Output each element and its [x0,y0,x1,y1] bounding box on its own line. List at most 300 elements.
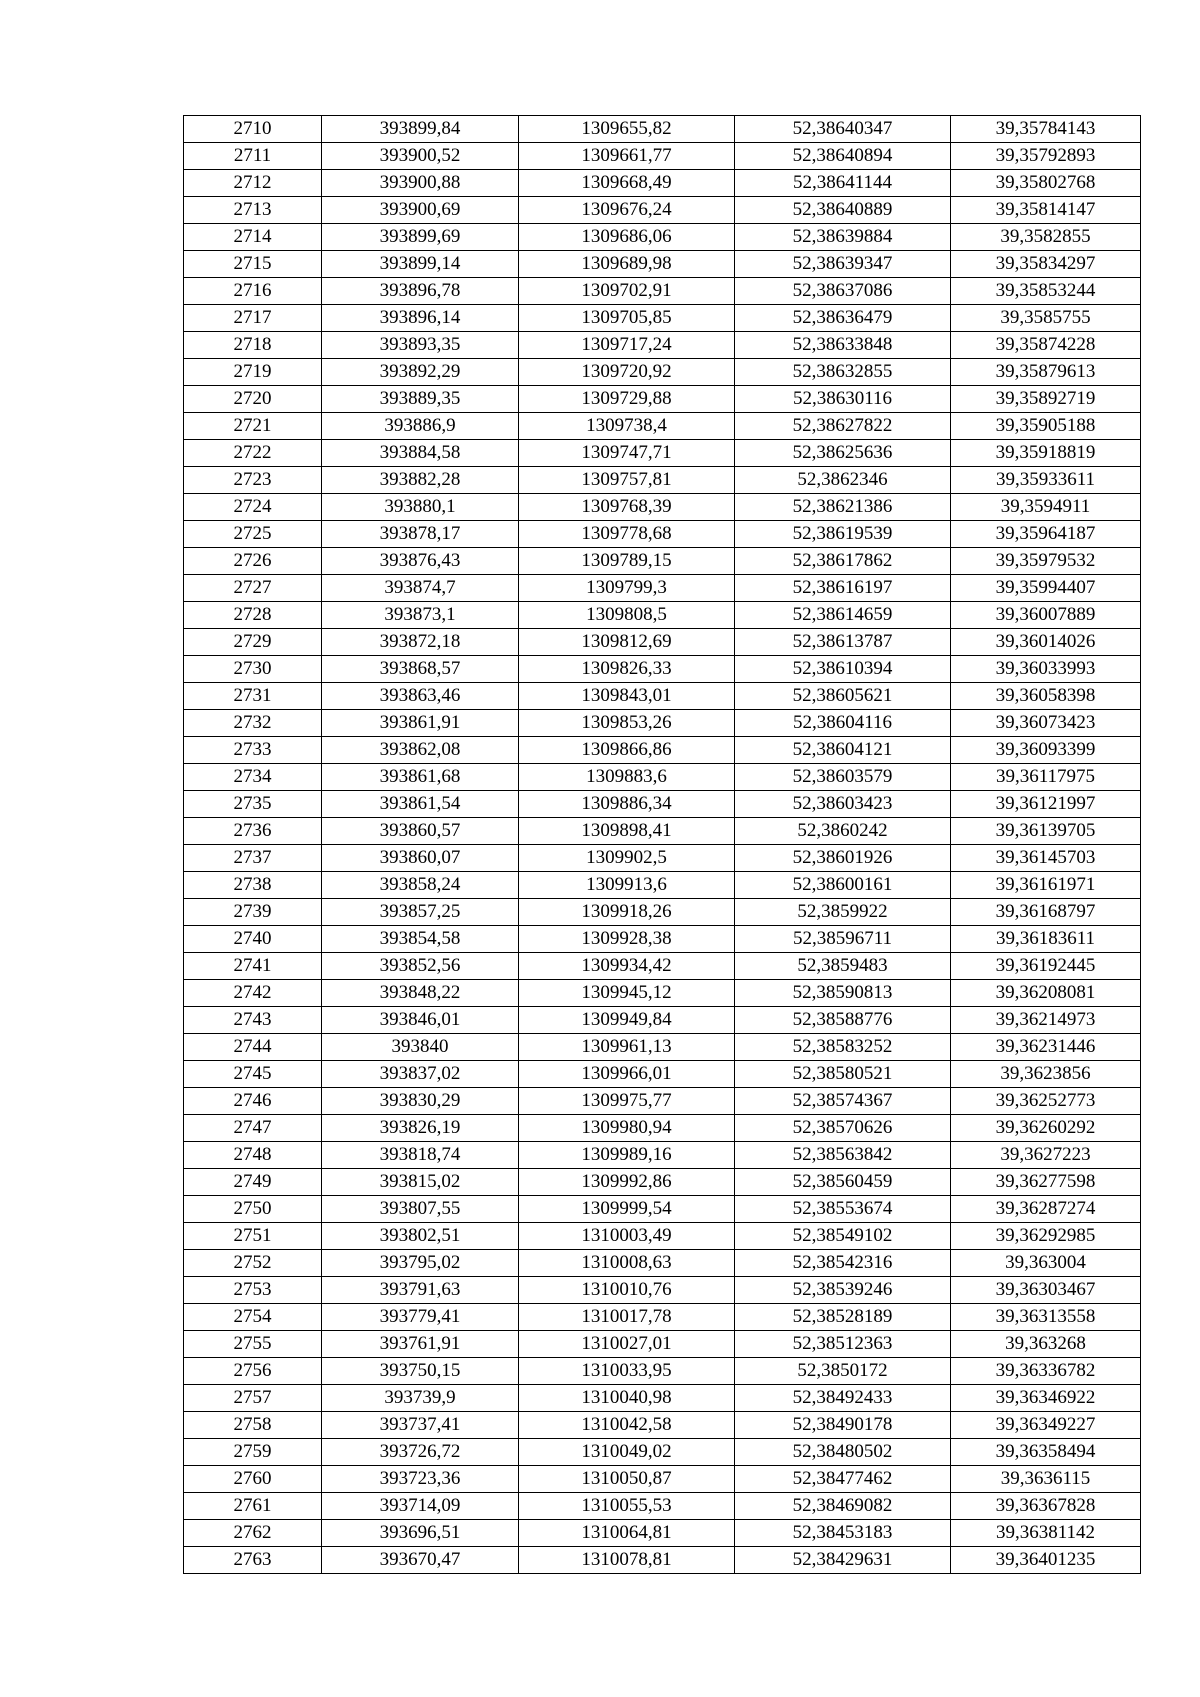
y-coordinate-cell: 1309918,26 [519,899,735,926]
latitude-cell: 52,38640894 [735,143,951,170]
point-number-cell: 2720 [184,386,322,413]
longitude-cell: 39,36287274 [951,1196,1141,1223]
y-coordinate-cell: 1310027,01 [519,1331,735,1358]
longitude-cell: 39,36292985 [951,1223,1141,1250]
point-number-cell: 2749 [184,1169,322,1196]
latitude-cell: 52,38632855 [735,359,951,386]
table-row [184,1439,1141,1466]
table-row [184,440,1141,467]
table-row [184,1115,1141,1142]
point-number-cell: 2732 [184,710,322,737]
longitude-cell: 39,36093399 [951,737,1141,764]
longitude-cell: 39,36214973 [951,1007,1141,1034]
point-number-cell: 2726 [184,548,322,575]
y-coordinate-cell: 1309961,13 [519,1034,735,1061]
table-row [184,1142,1141,1169]
x-coordinate-cell: 393818,74 [322,1142,519,1169]
latitude-cell: 52,38614659 [735,602,951,629]
table-row [184,359,1141,386]
y-coordinate-cell: 1309999,54 [519,1196,735,1223]
y-coordinate-cell: 1309945,12 [519,980,735,1007]
point-number-cell: 2718 [184,332,322,359]
longitude-cell: 39,3594911 [951,494,1141,521]
coordinates-table [183,115,1141,1574]
point-number-cell: 2714 [184,224,322,251]
table-row [184,1493,1141,1520]
latitude-cell: 52,38627822 [735,413,951,440]
coordinates-table-body [184,116,1141,1574]
x-coordinate-cell: 393899,84 [322,116,519,143]
x-coordinate-cell: 393714,09 [322,1493,519,1520]
longitude-cell: 39,36145703 [951,845,1141,872]
latitude-cell: 52,38639884 [735,224,951,251]
x-coordinate-cell: 393886,9 [322,413,519,440]
latitude-cell: 52,38604121 [735,737,951,764]
latitude-cell: 52,38619539 [735,521,951,548]
longitude-cell: 39,35918819 [951,440,1141,467]
latitude-cell: 52,3862346 [735,467,951,494]
table-row [184,494,1141,521]
latitude-cell: 52,38600161 [735,872,951,899]
latitude-cell: 52,38596711 [735,926,951,953]
point-number-cell: 2738 [184,872,322,899]
point-number-cell: 2750 [184,1196,322,1223]
table-row [184,1385,1141,1412]
x-coordinate-cell: 393889,35 [322,386,519,413]
longitude-cell: 39,35784143 [951,116,1141,143]
y-coordinate-cell: 1309661,77 [519,143,735,170]
point-number-cell: 2721 [184,413,322,440]
point-number-cell: 2722 [184,440,322,467]
point-number-cell: 2729 [184,629,322,656]
longitude-cell: 39,35964187 [951,521,1141,548]
x-coordinate-cell: 393884,58 [322,440,519,467]
x-coordinate-cell: 393874,7 [322,575,519,602]
longitude-cell: 39,35792893 [951,143,1141,170]
y-coordinate-cell: 1309812,69 [519,629,735,656]
longitude-cell: 39,35979532 [951,548,1141,575]
x-coordinate-cell: 393857,25 [322,899,519,926]
longitude-cell: 39,36252773 [951,1088,1141,1115]
latitude-cell: 52,38539246 [735,1277,951,1304]
x-coordinate-cell: 393858,24 [322,872,519,899]
x-coordinate-cell: 393882,28 [322,467,519,494]
point-number-cell: 2743 [184,1007,322,1034]
y-coordinate-cell: 1310064,81 [519,1520,735,1547]
latitude-cell: 52,38574367 [735,1088,951,1115]
x-coordinate-cell: 393860,07 [322,845,519,872]
point-number-cell: 2735 [184,791,322,818]
latitude-cell: 52,38453183 [735,1520,951,1547]
longitude-cell: 39,363004 [951,1250,1141,1277]
point-number-cell: 2755 [184,1331,322,1358]
x-coordinate-cell: 393761,91 [322,1331,519,1358]
y-coordinate-cell: 1309789,15 [519,548,735,575]
table-row [184,1304,1141,1331]
table-row [184,872,1141,899]
longitude-cell: 39,36367828 [951,1493,1141,1520]
x-coordinate-cell: 393863,46 [322,683,519,710]
table-row [184,926,1141,953]
x-coordinate-cell: 393899,14 [322,251,519,278]
latitude-cell: 52,3860242 [735,818,951,845]
latitude-cell: 52,38469082 [735,1493,951,1520]
y-coordinate-cell: 1310008,63 [519,1250,735,1277]
table-row [184,116,1141,143]
point-number-cell: 2760 [184,1466,322,1493]
x-coordinate-cell: 393896,14 [322,305,519,332]
longitude-cell: 39,36346922 [951,1385,1141,1412]
latitude-cell: 52,3850172 [735,1358,951,1385]
longitude-cell: 39,36358494 [951,1439,1141,1466]
x-coordinate-cell: 393862,08 [322,737,519,764]
longitude-cell: 39,36183611 [951,926,1141,953]
point-number-cell: 2725 [184,521,322,548]
latitude-cell: 52,38613787 [735,629,951,656]
point-number-cell: 2747 [184,1115,322,1142]
table-row [184,980,1141,1007]
y-coordinate-cell: 1309717,24 [519,332,735,359]
table-row [184,1061,1141,1088]
table-row [184,899,1141,926]
longitude-cell: 39,35892719 [951,386,1141,413]
longitude-cell: 39,363268 [951,1331,1141,1358]
longitude-cell: 39,35834297 [951,251,1141,278]
x-coordinate-cell: 393880,1 [322,494,519,521]
x-coordinate-cell: 393893,35 [322,332,519,359]
y-coordinate-cell: 1309720,92 [519,359,735,386]
latitude-cell: 52,38580521 [735,1061,951,1088]
latitude-cell: 52,38590813 [735,980,951,1007]
y-coordinate-cell: 1309898,41 [519,818,735,845]
latitude-cell: 52,38630116 [735,386,951,413]
table-row [184,953,1141,980]
table-row [184,224,1141,251]
x-coordinate-cell: 393872,18 [322,629,519,656]
y-coordinate-cell: 1310003,49 [519,1223,735,1250]
longitude-cell: 39,36231446 [951,1034,1141,1061]
point-number-cell: 2733 [184,737,322,764]
table-row [184,710,1141,737]
latitude-cell: 52,38637086 [735,278,951,305]
x-coordinate-cell: 393861,91 [322,710,519,737]
table-row [184,1520,1141,1547]
latitude-cell: 52,38605621 [735,683,951,710]
latitude-cell: 52,38542316 [735,1250,951,1277]
table-row [184,629,1141,656]
longitude-cell: 39,35814147 [951,197,1141,224]
x-coordinate-cell: 393852,56 [322,953,519,980]
point-number-cell: 2751 [184,1223,322,1250]
point-number-cell: 2734 [184,764,322,791]
point-number-cell: 2730 [184,656,322,683]
point-number-cell: 2731 [184,683,322,710]
table-row [184,305,1141,332]
x-coordinate-cell: 393779,41 [322,1304,519,1331]
longitude-cell: 39,3582855 [951,224,1141,251]
y-coordinate-cell: 1309934,42 [519,953,735,980]
x-coordinate-cell: 393815,02 [322,1169,519,1196]
point-number-cell: 2756 [184,1358,322,1385]
latitude-cell: 52,38583252 [735,1034,951,1061]
x-coordinate-cell: 393878,17 [322,521,519,548]
table-row [184,737,1141,764]
point-number-cell: 2746 [184,1088,322,1115]
latitude-cell: 52,38639347 [735,251,951,278]
y-coordinate-cell: 1309853,26 [519,710,735,737]
y-coordinate-cell: 1309980,94 [519,1115,735,1142]
y-coordinate-cell: 1309768,39 [519,494,735,521]
x-coordinate-cell: 393854,58 [322,926,519,953]
longitude-cell: 39,36260292 [951,1115,1141,1142]
x-coordinate-cell: 393900,69 [322,197,519,224]
x-coordinate-cell: 393861,68 [322,764,519,791]
latitude-cell: 52,38640347 [735,116,951,143]
point-number-cell: 2741 [184,953,322,980]
y-coordinate-cell: 1310042,58 [519,1412,735,1439]
longitude-cell: 39,36139705 [951,818,1141,845]
x-coordinate-cell: 393900,52 [322,143,519,170]
x-coordinate-cell: 393900,88 [322,170,519,197]
y-coordinate-cell: 1309902,5 [519,845,735,872]
table-row [184,1034,1141,1061]
latitude-cell: 52,38604116 [735,710,951,737]
point-number-cell: 2754 [184,1304,322,1331]
longitude-cell: 39,36073423 [951,710,1141,737]
y-coordinate-cell: 1309799,3 [519,575,735,602]
y-coordinate-cell: 1309913,6 [519,872,735,899]
longitude-cell: 39,36336782 [951,1358,1141,1385]
table-row [184,818,1141,845]
table-row [184,1277,1141,1304]
y-coordinate-cell: 1309886,34 [519,791,735,818]
y-coordinate-cell: 1309808,5 [519,602,735,629]
point-number-cell: 2712 [184,170,322,197]
latitude-cell: 52,38477462 [735,1466,951,1493]
table-row [184,170,1141,197]
latitude-cell: 52,38528189 [735,1304,951,1331]
x-coordinate-cell: 393696,51 [322,1520,519,1547]
x-coordinate-cell: 393892,29 [322,359,519,386]
y-coordinate-cell: 1309992,86 [519,1169,735,1196]
y-coordinate-cell: 1309747,71 [519,440,735,467]
y-coordinate-cell: 1309689,98 [519,251,735,278]
y-coordinate-cell: 1309843,01 [519,683,735,710]
table-row [184,1196,1141,1223]
latitude-cell: 52,38621386 [735,494,951,521]
latitude-cell: 52,3859922 [735,899,951,926]
y-coordinate-cell: 1310010,76 [519,1277,735,1304]
table-row [184,548,1141,575]
latitude-cell: 52,38560459 [735,1169,951,1196]
y-coordinate-cell: 1309989,16 [519,1142,735,1169]
table-row [184,1412,1141,1439]
latitude-cell: 52,38570626 [735,1115,951,1142]
y-coordinate-cell: 1310078,81 [519,1547,735,1574]
y-coordinate-cell: 1309975,77 [519,1088,735,1115]
x-coordinate-cell: 393896,78 [322,278,519,305]
latitude-cell: 52,38429631 [735,1547,951,1574]
latitude-cell: 52,38553674 [735,1196,951,1223]
y-coordinate-cell: 1309676,24 [519,197,735,224]
longitude-cell: 39,36349227 [951,1412,1141,1439]
point-number-cell: 2753 [184,1277,322,1304]
longitude-cell: 39,36381142 [951,1520,1141,1547]
y-coordinate-cell: 1309949,84 [519,1007,735,1034]
point-number-cell: 2717 [184,305,322,332]
table-row [184,791,1141,818]
longitude-cell: 39,36058398 [951,683,1141,710]
x-coordinate-cell: 393840 [322,1034,519,1061]
x-coordinate-cell: 393726,72 [322,1439,519,1466]
x-coordinate-cell: 393826,19 [322,1115,519,1142]
latitude-cell: 52,3859483 [735,953,951,980]
latitude-cell: 52,38636479 [735,305,951,332]
point-number-cell: 2710 [184,116,322,143]
latitude-cell: 52,38480502 [735,1439,951,1466]
point-number-cell: 2719 [184,359,322,386]
x-coordinate-cell: 393791,63 [322,1277,519,1304]
y-coordinate-cell: 1309928,38 [519,926,735,953]
y-coordinate-cell: 1310017,78 [519,1304,735,1331]
y-coordinate-cell: 1309686,06 [519,224,735,251]
latitude-cell: 52,38490178 [735,1412,951,1439]
latitude-cell: 52,38549102 [735,1223,951,1250]
latitude-cell: 52,38633848 [735,332,951,359]
table-row [184,764,1141,791]
table-row [184,197,1141,224]
point-number-cell: 2739 [184,899,322,926]
latitude-cell: 52,38512363 [735,1331,951,1358]
longitude-cell: 39,3627223 [951,1142,1141,1169]
x-coordinate-cell: 393670,47 [322,1547,519,1574]
point-number-cell: 2744 [184,1034,322,1061]
longitude-cell: 39,36014026 [951,629,1141,656]
point-number-cell: 2748 [184,1142,322,1169]
x-coordinate-cell: 393795,02 [322,1250,519,1277]
table-row [184,1358,1141,1385]
x-coordinate-cell: 393861,54 [322,791,519,818]
point-number-cell: 2715 [184,251,322,278]
y-coordinate-cell: 1310050,87 [519,1466,735,1493]
y-coordinate-cell: 1309705,85 [519,305,735,332]
latitude-cell: 52,38492433 [735,1385,951,1412]
longitude-cell: 39,3636115 [951,1466,1141,1493]
longitude-cell: 39,3623856 [951,1061,1141,1088]
longitude-cell: 39,36277598 [951,1169,1141,1196]
table-row [184,332,1141,359]
point-number-cell: 2757 [184,1385,322,1412]
table-row [184,386,1141,413]
table-row [184,845,1141,872]
table-row [184,467,1141,494]
longitude-cell: 39,36161971 [951,872,1141,899]
point-number-cell: 2740 [184,926,322,953]
y-coordinate-cell: 1309826,33 [519,656,735,683]
y-coordinate-cell: 1309866,86 [519,737,735,764]
y-coordinate-cell: 1309883,6 [519,764,735,791]
x-coordinate-cell: 393899,69 [322,224,519,251]
latitude-cell: 52,38625636 [735,440,951,467]
table-row [184,575,1141,602]
table-row [184,1088,1141,1115]
longitude-cell: 39,36208081 [951,980,1141,1007]
x-coordinate-cell: 393876,43 [322,548,519,575]
y-coordinate-cell: 1309757,81 [519,467,735,494]
y-coordinate-cell: 1310040,98 [519,1385,735,1412]
table-row [184,602,1141,629]
point-number-cell: 2724 [184,494,322,521]
y-coordinate-cell: 1309778,68 [519,521,735,548]
point-number-cell: 2742 [184,980,322,1007]
longitude-cell: 39,36121997 [951,791,1141,818]
x-coordinate-cell: 393807,55 [322,1196,519,1223]
y-coordinate-cell: 1309729,88 [519,386,735,413]
longitude-cell: 39,36401235 [951,1547,1141,1574]
x-coordinate-cell: 393860,57 [322,818,519,845]
table-row [184,1250,1141,1277]
table-row [184,683,1141,710]
x-coordinate-cell: 393723,36 [322,1466,519,1493]
latitude-cell: 52,38610394 [735,656,951,683]
y-coordinate-cell: 1310055,53 [519,1493,735,1520]
y-coordinate-cell: 1309966,01 [519,1061,735,1088]
x-coordinate-cell: 393739,9 [322,1385,519,1412]
x-coordinate-cell: 393848,22 [322,980,519,1007]
longitude-cell: 39,36033993 [951,656,1141,683]
point-number-cell: 2759 [184,1439,322,1466]
table-row [184,413,1141,440]
table-row [184,1547,1141,1574]
point-number-cell: 2716 [184,278,322,305]
table-row [184,1466,1141,1493]
table-row [184,1007,1141,1034]
latitude-cell: 52,38641144 [735,170,951,197]
x-coordinate-cell: 393802,51 [322,1223,519,1250]
y-coordinate-cell: 1309738,4 [519,413,735,440]
y-coordinate-cell: 1309668,49 [519,170,735,197]
latitude-cell: 52,38617862 [735,548,951,575]
point-number-cell: 2737 [184,845,322,872]
longitude-cell: 39,35853244 [951,278,1141,305]
table-row [184,1223,1141,1250]
x-coordinate-cell: 393837,02 [322,1061,519,1088]
point-number-cell: 2762 [184,1520,322,1547]
point-number-cell: 2713 [184,197,322,224]
x-coordinate-cell: 393846,01 [322,1007,519,1034]
point-number-cell: 2711 [184,143,322,170]
table-row [184,521,1141,548]
y-coordinate-cell: 1310049,02 [519,1439,735,1466]
point-number-cell: 2752 [184,1250,322,1277]
longitude-cell: 39,35933611 [951,467,1141,494]
point-number-cell: 2763 [184,1547,322,1574]
point-number-cell: 2727 [184,575,322,602]
latitude-cell: 52,38563842 [735,1142,951,1169]
latitude-cell: 52,38603579 [735,764,951,791]
x-coordinate-cell: 393873,1 [322,602,519,629]
x-coordinate-cell: 393830,29 [322,1088,519,1115]
longitude-cell: 39,3585755 [951,305,1141,332]
point-number-cell: 2758 [184,1412,322,1439]
latitude-cell: 52,38603423 [735,791,951,818]
longitude-cell: 39,36007889 [951,602,1141,629]
longitude-cell: 39,36117975 [951,764,1141,791]
table-row [184,1331,1141,1358]
point-number-cell: 2745 [184,1061,322,1088]
longitude-cell: 39,35879613 [951,359,1141,386]
point-number-cell: 2736 [184,818,322,845]
